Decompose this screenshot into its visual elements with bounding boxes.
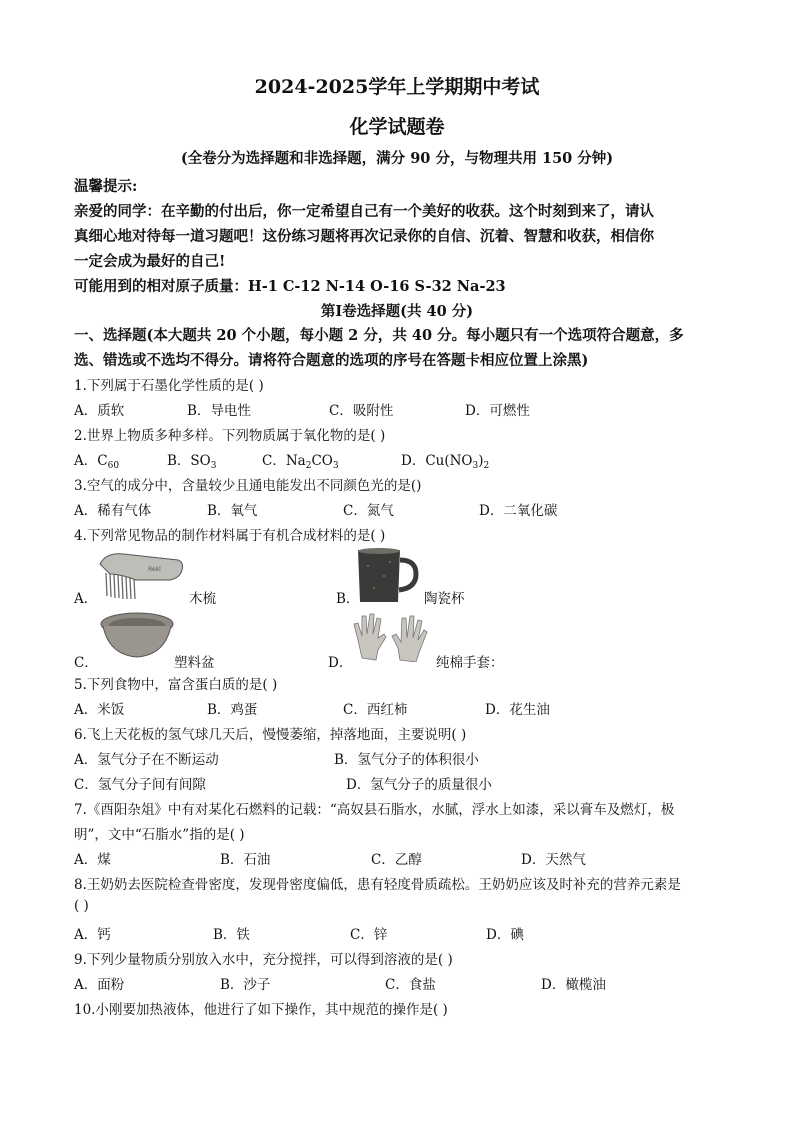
question-8-option-c: C．锌 bbox=[350, 927, 388, 943]
question-1-option-c: C．吸附性 bbox=[329, 403, 394, 419]
tips-line-2: 真细心地对待每一道习题吧！这份练习题将再次记录你的自信、沉着、智慧和收获，相信你 bbox=[74, 228, 654, 245]
question-4-option-d: D． bbox=[328, 655, 353, 671]
question-3-option-a: A．稀有气体 bbox=[74, 503, 152, 519]
exam-title: 2024-2025学年上学期期中考试 bbox=[254, 76, 540, 98]
question-9-option-d: D．橄榄油 bbox=[541, 977, 606, 993]
question-3-option-d: D．二氧化碳 bbox=[479, 503, 558, 519]
question-6-option-c: C．氢气分子间有间隙 bbox=[74, 777, 206, 793]
question-7-option-c: C．乙醇 bbox=[371, 852, 422, 868]
question-3-option-c: C．氮气 bbox=[343, 503, 394, 519]
section-instruction-1: 一、选择题(本大题共 20 个小题，每小题 2 分，共 40 分。每小题只有一个选项符合题意，多 bbox=[74, 327, 684, 344]
question-7-option-d: D．天然气 bbox=[521, 852, 586, 868]
section-title: 第Ⅰ卷选择题(共 40 分) bbox=[320, 303, 474, 320]
question-2-option-d: D．$Cu(NO_3)_2$ bbox=[401, 453, 490, 471]
question-8-stem-line-1: 8.王奶奶去医院检查骨密度，发现骨密度偏低，患有轻度骨质疏松。王奶奶应该及时补充的营养元素是 bbox=[74, 877, 681, 893]
exam-subtitle: 化学试题卷 bbox=[349, 116, 445, 138]
question-5-option-b: B．鸡蛋 bbox=[207, 702, 258, 718]
question-4-option-a: A． bbox=[74, 591, 98, 607]
question-2-option-c: C．$Na_2CO_3$ bbox=[262, 453, 339, 471]
question-1-option-b: B．导电性 bbox=[187, 403, 251, 419]
question-1-option-d: D．可燃性 bbox=[465, 403, 530, 419]
question-9-option-b: B．沙子 bbox=[220, 977, 271, 993]
question-5-option-d: D．花生油 bbox=[485, 702, 550, 718]
question-6-stem: 6.飞上天花板的氢气球几天后，慢慢萎缩，掉落地面，主要说明( ) bbox=[74, 727, 467, 743]
question-4-option-c: C． bbox=[74, 655, 98, 671]
tips-heading: 温馨提示: bbox=[74, 178, 138, 195]
question-5-stem: 5.下列食物中，富含蛋白质的是( ) bbox=[74, 677, 278, 693]
question-2-option-a: A．$C_{60}$ bbox=[74, 453, 120, 471]
question-6-option-b: B．氢气分子的体积很小 bbox=[334, 752, 479, 768]
question-4-option-a-label: 木梳 bbox=[189, 591, 216, 607]
question-10-stem: 10.小刚要加热液体，他进行了如下操作，其中规范的操作是( ) bbox=[74, 1002, 448, 1018]
question-7-option-a: A．煤 bbox=[74, 852, 111, 868]
question-6-option-d: D．氢气分子的质量很小 bbox=[346, 777, 492, 793]
question-3-stem: 3.空气的成分中，含量较少且通电能发出不同颜色光的是() bbox=[74, 478, 422, 494]
tips-line-3: 一定会成为最好的自己! bbox=[74, 253, 226, 270]
atomic-mass-line: 可能用到的相对原子质量：H-1 C-12 N-14 O-16 S-32 Na-23 bbox=[74, 278, 506, 295]
ceramic-mug-image bbox=[354, 546, 422, 606]
comb-image bbox=[96, 546, 186, 602]
question-9-stem: 9.下列少量物质分别放入水中，充分搅拌，可以得到溶液的是( ) bbox=[74, 952, 453, 968]
question-2-stem: 2.世界上物质多种多样。下列物质属于氧化物的是( ) bbox=[74, 428, 386, 444]
question-1-option-a: A．质软 bbox=[74, 403, 125, 419]
question-7-stem-line-2: 明”，文中“石脂水”指的是( ) bbox=[74, 827, 245, 843]
question-2-option-b: B．$SO_3$ bbox=[167, 453, 217, 471]
question-4-option-c-label: 塑料盆 bbox=[174, 655, 215, 671]
exam-note: (全卷分为选择题和非选择题，满分 90 分，与物理共用 150 分钟) bbox=[180, 150, 614, 167]
tips-line-1: 亲爱的同学：在辛勤的付出后，你一定希望自己有一个美好的收获。这个时刻到来了，请认 bbox=[74, 203, 654, 220]
question-1-stem: 1.下列属于石墨化学性质的是( ) bbox=[74, 378, 264, 394]
question-3-option-b: B．氧气 bbox=[207, 503, 258, 519]
question-8-option-b: B．铁 bbox=[213, 927, 250, 943]
question-8-option-d: D．碘 bbox=[486, 927, 524, 943]
question-4-option-b: B． bbox=[336, 591, 360, 607]
question-9-option-a: A．面粉 bbox=[74, 977, 125, 993]
question-7-option-b: B．石油 bbox=[220, 852, 271, 868]
question-8-stem-line-2: ( ) bbox=[74, 898, 89, 914]
plastic-basin-image bbox=[99, 611, 175, 661]
section-instruction-2: 选、错选或不选均不得分。请将符合题意的选项的序号在答题卡相应位置上涂黑) bbox=[74, 352, 589, 369]
question-4-stem: 4.下列常见物品的制作材料属于有机合成材料的是( ) bbox=[74, 528, 386, 544]
question-4-option-d-label: 纯棉手套： bbox=[436, 655, 504, 671]
question-4-option-b-label: 陶瓷杯 bbox=[424, 591, 465, 607]
question-5-option-c: C．西红柿 bbox=[343, 702, 408, 718]
question-8-option-a: A．钙 bbox=[74, 927, 111, 943]
cotton-gloves-image bbox=[352, 610, 436, 662]
question-7-stem-line-1: 7.《酉阳杂俎》中有对某化石燃料的记载：“高奴县石脂水，水腻，浮水上如漆，采以膏车及燃灯，极 bbox=[74, 802, 675, 818]
question-9-option-c: C．食盐 bbox=[385, 977, 436, 993]
comb-engraving: Rekl bbox=[148, 566, 161, 573]
question-5-option-a: A．米饭 bbox=[74, 702, 125, 718]
question-6-option-a: A．氢气分子在不断运动 bbox=[74, 752, 219, 768]
